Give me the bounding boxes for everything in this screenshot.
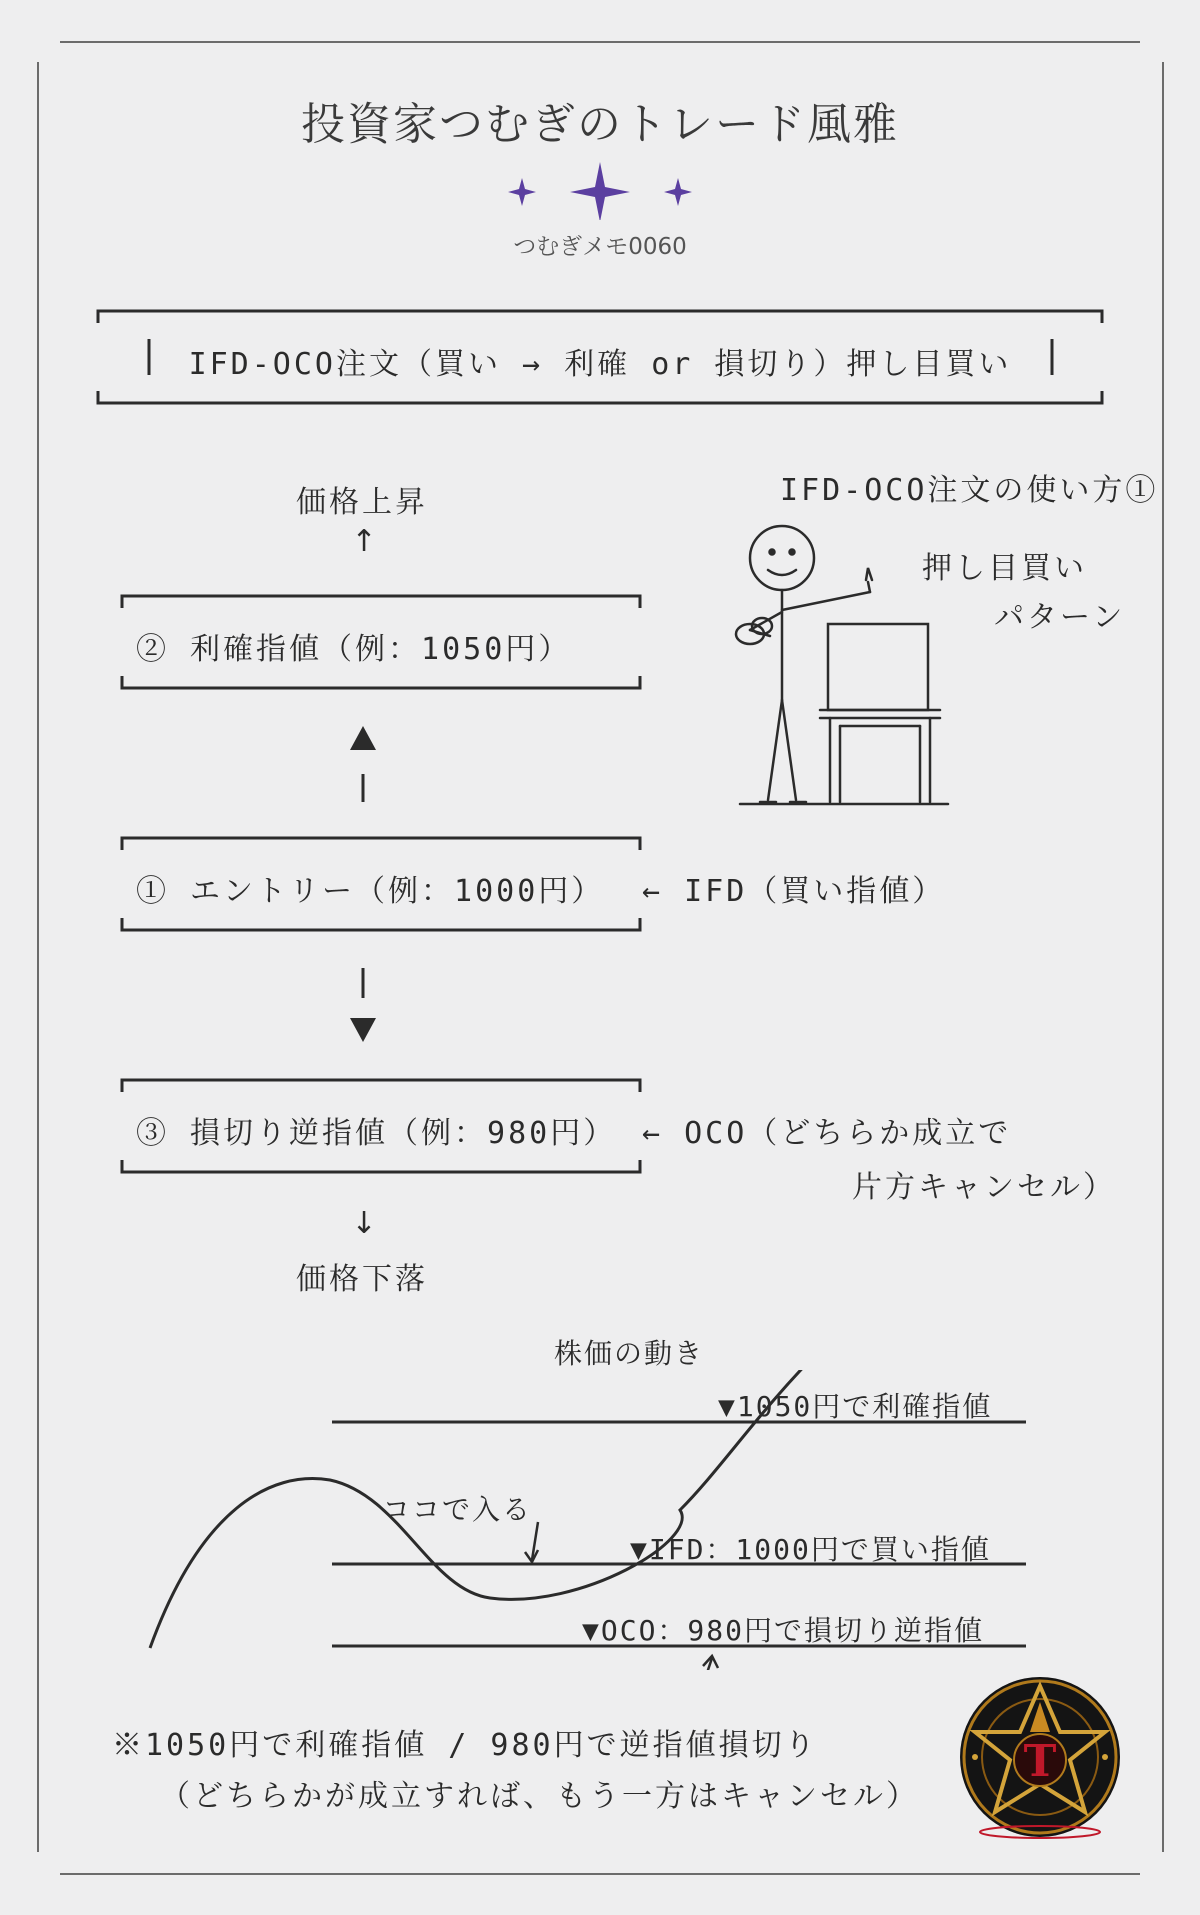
take-profit-box bbox=[120, 594, 642, 690]
price-down-label: 価格下落 bbox=[296, 1262, 428, 1297]
take-profit-level-label: ▼1050円で利確指値 bbox=[718, 1390, 993, 1423]
price-down-arrow: ↓ bbox=[351, 1206, 377, 1241]
frame-right-line bbox=[1162, 62, 1164, 1852]
arrow-down-to-stop-loss bbox=[348, 966, 378, 1046]
chart-title: 株価の動き bbox=[554, 1337, 705, 1370]
stick-figure-illustration bbox=[720, 520, 960, 810]
oco-note-line2: 片方キャンセル） bbox=[852, 1170, 1116, 1205]
stop-loss-box bbox=[120, 1078, 642, 1174]
take-profit-text: ② 利確指値（例：1050円） bbox=[136, 632, 572, 667]
topic-banner bbox=[96, 309, 1104, 405]
footnote-line1: ※1050円で利確指値 / 980円で逆指値損切り bbox=[112, 1728, 818, 1763]
price-up-label: 価格上昇 bbox=[296, 485, 428, 520]
pattern-line1: 押し目買い bbox=[922, 551, 1087, 586]
ifd-note: ← IFD（買い指値） bbox=[642, 874, 946, 909]
frame-left-line bbox=[37, 62, 39, 1852]
price-up-arrow: ↑ bbox=[351, 524, 377, 559]
brand-emblem-logo bbox=[955, 1672, 1125, 1842]
ifd-level-label: ▼IFD：1000円で買い指値 bbox=[630, 1533, 991, 1566]
svg-text:T: T bbox=[1023, 1736, 1057, 1787]
oco-level-label: ▼OCO：980円で損切り逆指値 bbox=[582, 1614, 985, 1647]
oco-note-line1: ← OCO（どちらか成立で bbox=[642, 1116, 1012, 1151]
pattern-line2: パターン bbox=[994, 600, 1126, 635]
frame-bottom-line bbox=[60, 1873, 1140, 1875]
frame-top-line bbox=[60, 41, 1140, 43]
footnote-line2: （どちらかが成立すれば、もう一方はキャンセル） bbox=[160, 1779, 919, 1814]
memo-id: つむぎメモ0060 bbox=[513, 234, 687, 260]
usage-title: IFD-OCO注文の使い方① bbox=[780, 473, 1159, 508]
entry-note: ココで入る bbox=[382, 1493, 533, 1526]
stop-loss-text: ③ 損切り逆指値（例：980円） bbox=[136, 1116, 617, 1151]
sparkle-divider bbox=[150, 160, 1050, 220]
entry-box bbox=[120, 836, 642, 932]
entry-text: ① エントリー（例：1000円） bbox=[136, 874, 605, 909]
arrow-up-to-take-profit bbox=[348, 724, 378, 804]
banner-text: IFD-OCO注文（買い → 利確 or 損切り）押し目買い bbox=[188, 347, 1012, 382]
page-title: 投資家つむぎのトレード風雅 bbox=[301, 99, 899, 150]
